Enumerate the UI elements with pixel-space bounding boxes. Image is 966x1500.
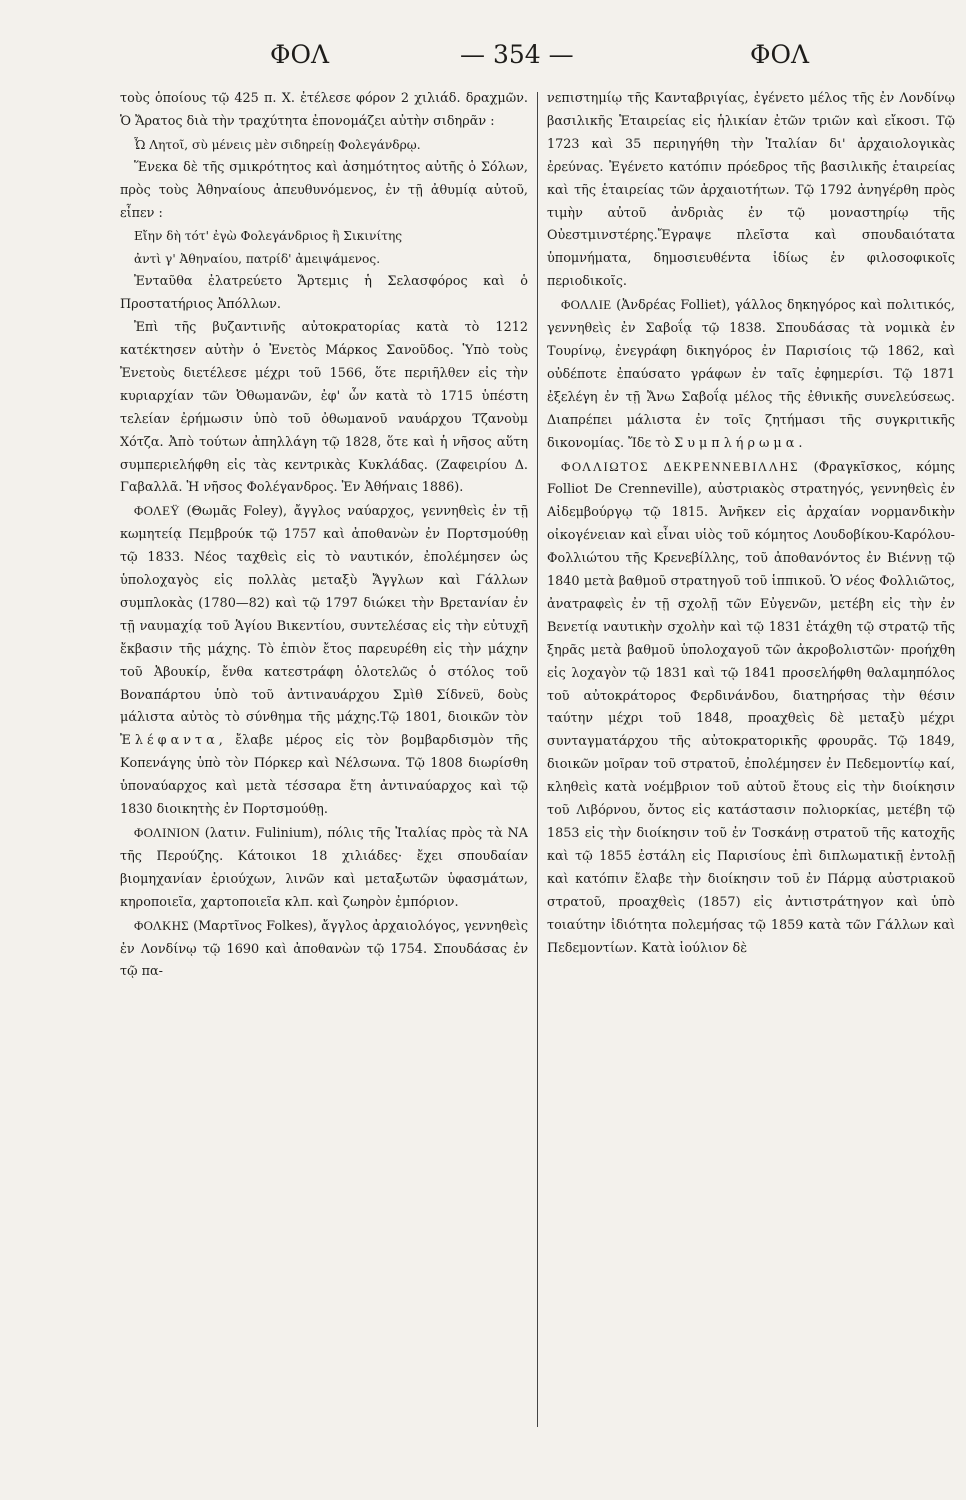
entry-continuation: τοὺς ὁποίους τῷ 425 π. Χ. ἐτέλεσε φόρον 2 χιλιάδ. δραχμῶν. Ὁ Ἄρατος διὰ τὴν τραχύτητα ἐπονομάζει αὐτὴν σιδηρᾶν :: [120, 91, 528, 129]
entry-text: (Φραγκῖσκος, κόμης Folliot De Crenneville), αὐστριακὸς στρατηγός, γεννηθεὶς ἐν Αἰδεμβούργῳ τῷ 1815. Ἀνῆκεν εἰς ἀρχαίαν νορμανδικὴν οἰκογένειαν καὶ εἶναι υἱὸς τοῦ κόμητος Λουδοβίκου-Καρόλου-Φολλιώτου τῆς Κρενεβίλλης, τοῦ ἀποθανόντος ἐν Βιέννῃ τῷ 1840 μετὰ βαθμοῦ στρατηγοῦ τοῦ ἱππικοῦ. Ὁ νέος Φολλιῶτος, ἀνατραφεὶς ἐν τῇ σχολῇ τῶν Εὐγενῶν, μετέβη εἰς τὴν ἐν Βενετίᾳ ναυτικὴν σχολὴν καὶ τῷ 1831 ἐτάχθη τῷ στρατῷ τῆς ξηρᾶς μετὰ βαθμοῦ ὑπολοχαγοῦ τῶν ἀκροβολιστῶν· προήχθη εἰς λοχαγὸν τῷ 1831 καὶ τῷ 1841 προσελήφθη θαλαμηπόλος τοῦ αὐτοκράτορος Φερδινάνδου, διατηρήσας τὴν θέσιν ταύτην μέχρι τοῦ 1848, προαχθεὶς δὲ μεταξὺ μέχρι συνταγματάρχου τῆς αὐτοκρατορικῆς φρουρᾶς. Τῷ 1849, διοικῶν μοῖραν τοῦ στρατοῦ, ἐπολέμησεν ἐν Πεδεμοντίῳ καί, κληθεὶς κατὰ νοέμβριον τοῦ αὐτοῦ ἔτους εἰς τὴν διοίκησιν τοῦ Λιβόρνου, ὄντος εἰς κατάστασιν πολιορκίας, μετέβη τῷ 1853 εἰς τὴν διοίκησιν τοῦ ἐν Τοσκάνῃ στρατοῦ τῆς κατοχῆς καὶ τῷ 1855 ἐστάλη εἰς Παρισίους ἐπὶ διπλωματικῇ ἐντολῇ καὶ κατόπιν ἔλαβε τὴν διοίκησιν τοῦ ἐν Πάρμᾳ αὐστριακοῦ στρατοῦ, προαχθεὶς (1857) εἰς ἀντιστράτηγον καὶ ὑπὸ τοιαύτην ἰδιότητα πολεμήσας τῷ 1859 κατὰ τῶν Γάλλων καὶ Πεδεμοντίων. Κατὰ ἰούλιον δὲ: [547, 459, 955, 956]
headword: ΦΟΛΙΝΙΟΝ: [134, 826, 200, 840]
entry-text: (λατιν. Fulinium), πόλις τῆς Ἰταλίας πρὸς τὰ ΝΑ τῆς Περούζης. Κάτοικοι 18 χιλιάδες· ἔχει σπουδαίαν βιομηχανίαν ἐριούχων, λινῶν καὶ μεταξωτῶν ὑφασμάτων, κηροποιεῖα, χαρτοποιεῖα κλπ. καὶ ζωηρὸν ἐμπόριον.: [120, 826, 528, 910]
paragraph: Ἕνεκα δὲ τῆς σμικρότητος καὶ ἀσημότητος αὐτῆς ὁ Σόλων, πρὸς τοὺς Ἀθηναίους ἀπευθυνόμενος, ἐν τῇ ἀθυμίᾳ αὐτοῦ, εἶπεν :: [120, 159, 528, 221]
verse-line: ἀντὶ γ' Ἀθηναίου, πατρίδ' ἀμειψάμενος.: [134, 252, 381, 267]
left-column: [120, 88, 528, 1428]
paragraph: Ἐνταῦθα ἐλατρεύετο Ἄρτεμις ἡ Σελασφόρος καὶ ὁ Προστατήριος Ἀπόλλων.: [120, 274, 528, 313]
verse-line: Εἴην δὴ τότ' ἐγὼ Φολεγάνδριος ἢ Σικινίτης: [134, 229, 403, 244]
column-divider: [537, 92, 538, 1427]
paragraph: Ἐπὶ τῆς βυζαντινῆς αὐτοκρατορίας κατὰ τὸ 1212 κατέκτησεν αὐτὴν ὁ Ἐνετὸς Μάρκος Σανοῦδος. Ὑπὸ τοὺς Ἐνετοὺς διετέλεσε μέχρι τοῦ 1566, ὅτε περιῆλθεν εἰς τὴν κυριαρχίαν τῶν Ὀθωμανῶν, ἐφ' ὧν κατὰ τὸ 1715 ὑπέστη τελείαν ἐρήμωσιν ὑπὸ τοῦ ὀθωμανοῦ ναυάρχου Τζανοὺμ Χότζα. Ἀπὸ τούτων ἀπηλλάγη τῷ 1828, ὅτε καὶ ἡ νῆσος αὕτη συμπεριελήφθη εἰς τὰς κεντρικὰς Κυκλάδας. (Ζαφειρίου Δ. Γαβαλλᾶ. Ἡ νῆσος Φολέγανδρος. Ἐν Ἀθήναις 1886).: [120, 320, 528, 496]
entry-foley: [120, 500, 528, 822]
page-number: — 354 —: [460, 40, 574, 69]
page-header: [120, 28, 850, 78]
right-column: [547, 88, 955, 1428]
entry-continuation: νεπιστημίῳ τῆς Κανταβριγίας, ἐγένετο μέλος τῆς ἐν Λονδίνῳ βασιλικῆς Ἑταιρείας εἰς ἡλικίαν ἐτῶν τριῶν καὶ εἴκοσι. Τῷ 1723 καὶ 35 περιηγήθη τὴν Ἰταλίαν δι' ἀρχαιολογικὰς ἐρεύνας. Ἐγένετο κατόπιν πρόεδρος τῆς βασιλικῆς ἑταιρείας καὶ τῆς ἑταιρείας τῶν ἀρχαιοτήτων. Τῷ 1792 ἀνηγέρθη πρὸς τιμὴν αὐτοῦ ἀνδριὰς ἐν τῷ μοναστηρίῳ τῆς Οὐεστμινστέρης.Ἔγραψε πλεῖστα καὶ σπουδαιότατα ὑπομνήματα, δημοσιευθέντα ἰδίως ἐν φιλοσοφικοῖς περιοδικοῖς.: [547, 91, 955, 290]
cross-reference: Συμπλήρωμα: [674, 435, 799, 451]
header-left-guideword: ΦΟΛ: [270, 40, 330, 69]
headword: ΦΟΛΛΙΩΤΟΣ ΔΕΚΡΕΝΝΕΒΙΛΛΗΣ: [561, 459, 800, 474]
verse-quote: Ὦ Λητοῖ, σὺ μένεις μὲν σιδηρείῃ Φολεγάνδρῳ.: [134, 137, 421, 152]
entry-folliot: [547, 456, 955, 961]
ship-name: Ἐλέφαντα: [120, 733, 219, 749]
entry-folliet: [547, 294, 955, 455]
entry-foligno: [120, 822, 528, 915]
entry-text: (Θωμᾶς Foley), ἄγγλος ναύαρχος, γεννηθεὶς ἐν τῇ κωμητείᾳ Πεμβρούκ τῷ 1757 καὶ ἀποθανὼν ἐν Πορτσμούθῃ τῷ 1833. Νέος ταχθεὶς εἰς τὸ ναυτικόν, ἐπολέμησεν ὡς ὑπολοχαγὸς εἰς πολλὰς μεταξὺ Ἄγγλων καὶ Γάλλων συμπλοκὰς (1780—82) καὶ τῷ 1797 διώκει τὴν Βρετανίαν ἐν τῇ ναυμαχίᾳ τοῦ Ἁγίου Βικεντίου, συντελέσας εἰς τὴν εὐτυχῆ ἔκβασιν τῆς μάχης. Τὸ ἐπιὸν ἔτος παρευρέθη εἰς τὴν μάχην τοῦ Ἀβουκίρ, ἔνθα κατεστράφη ὁλοτελῶς ὁ στόλος τοῦ Βοναπάρτου ὑπὸ τοῦ ἀντιναυάρχου Σμὶθ Σίδνεϋ, δοὺς μάλιστα αὐτὸς τὸ σύνθημα τῆς μάχης.Τῷ 1801, διοικῶν τὸν: [120, 504, 528, 726]
headword: ΦΟΛΚΗΣ: [134, 918, 189, 933]
entry-text: .: [798, 435, 803, 451]
entry-text: , ἔλαβε μέρος εἰς τὸν βομβαρδισμὸν τῆς Κοπενάγης ὑπὸ τὸν Πόρκερ καὶ Νέλσωνα. Τῷ 1808 διωρίσθη ὑποναύαρχος καὶ μετὰ τέσσαρα ἔτη ἀντιναύαρχος καὶ τῷ 1830 διοικητὴς ἐν Πορτσμούθῃ.: [120, 733, 528, 818]
entry-text: (Ἀνδρέας Folliet), γάλλος δηκηγόρος καὶ πολιτικός, γεννηθεὶς ἐν Σαβοΐᾳ τῷ 1838. Σπουδάσας τὰ νομικὰ ἐν Τουρίνῳ, ἐνεγράφη δικηγόρος ἐν Παρισίοις τῷ 1862, καὶ οὐδέποτε ἐπαύσατο γράφων ἐν ταῖς ἐφημερίσι. Τῷ 1871 ἐξελέγη ἐν τῇ Ἄνω Σαβοΐᾳ μέλος τῆς ἐθνικῆς συνελεύσεως. Διαπρέπει μάλιστα ἐν τοῖς ζητήμασι τῆς συγκριτικῆς δικονομίας. Ἴδε τὸ: [547, 298, 955, 451]
verse-quote: [120, 225, 528, 271]
headword: ΦΟΛΕΫ: [134, 504, 180, 519]
entry-text: (Μαρτῖνος Folkes), ἄγγλος ἀρχαιολόγος, γεννηθεὶς ἐν Λονδίνῳ τῷ 1690 καὶ ἀποθανὼν τῷ 1754. Σπουδάσας ἐν τῷ πα-: [120, 918, 528, 980]
headword: ΦΟΛΛΙΕ: [561, 298, 612, 313]
header-right-guideword: ΦΟΛ: [750, 40, 810, 69]
entry-folkes: [120, 915, 528, 985]
